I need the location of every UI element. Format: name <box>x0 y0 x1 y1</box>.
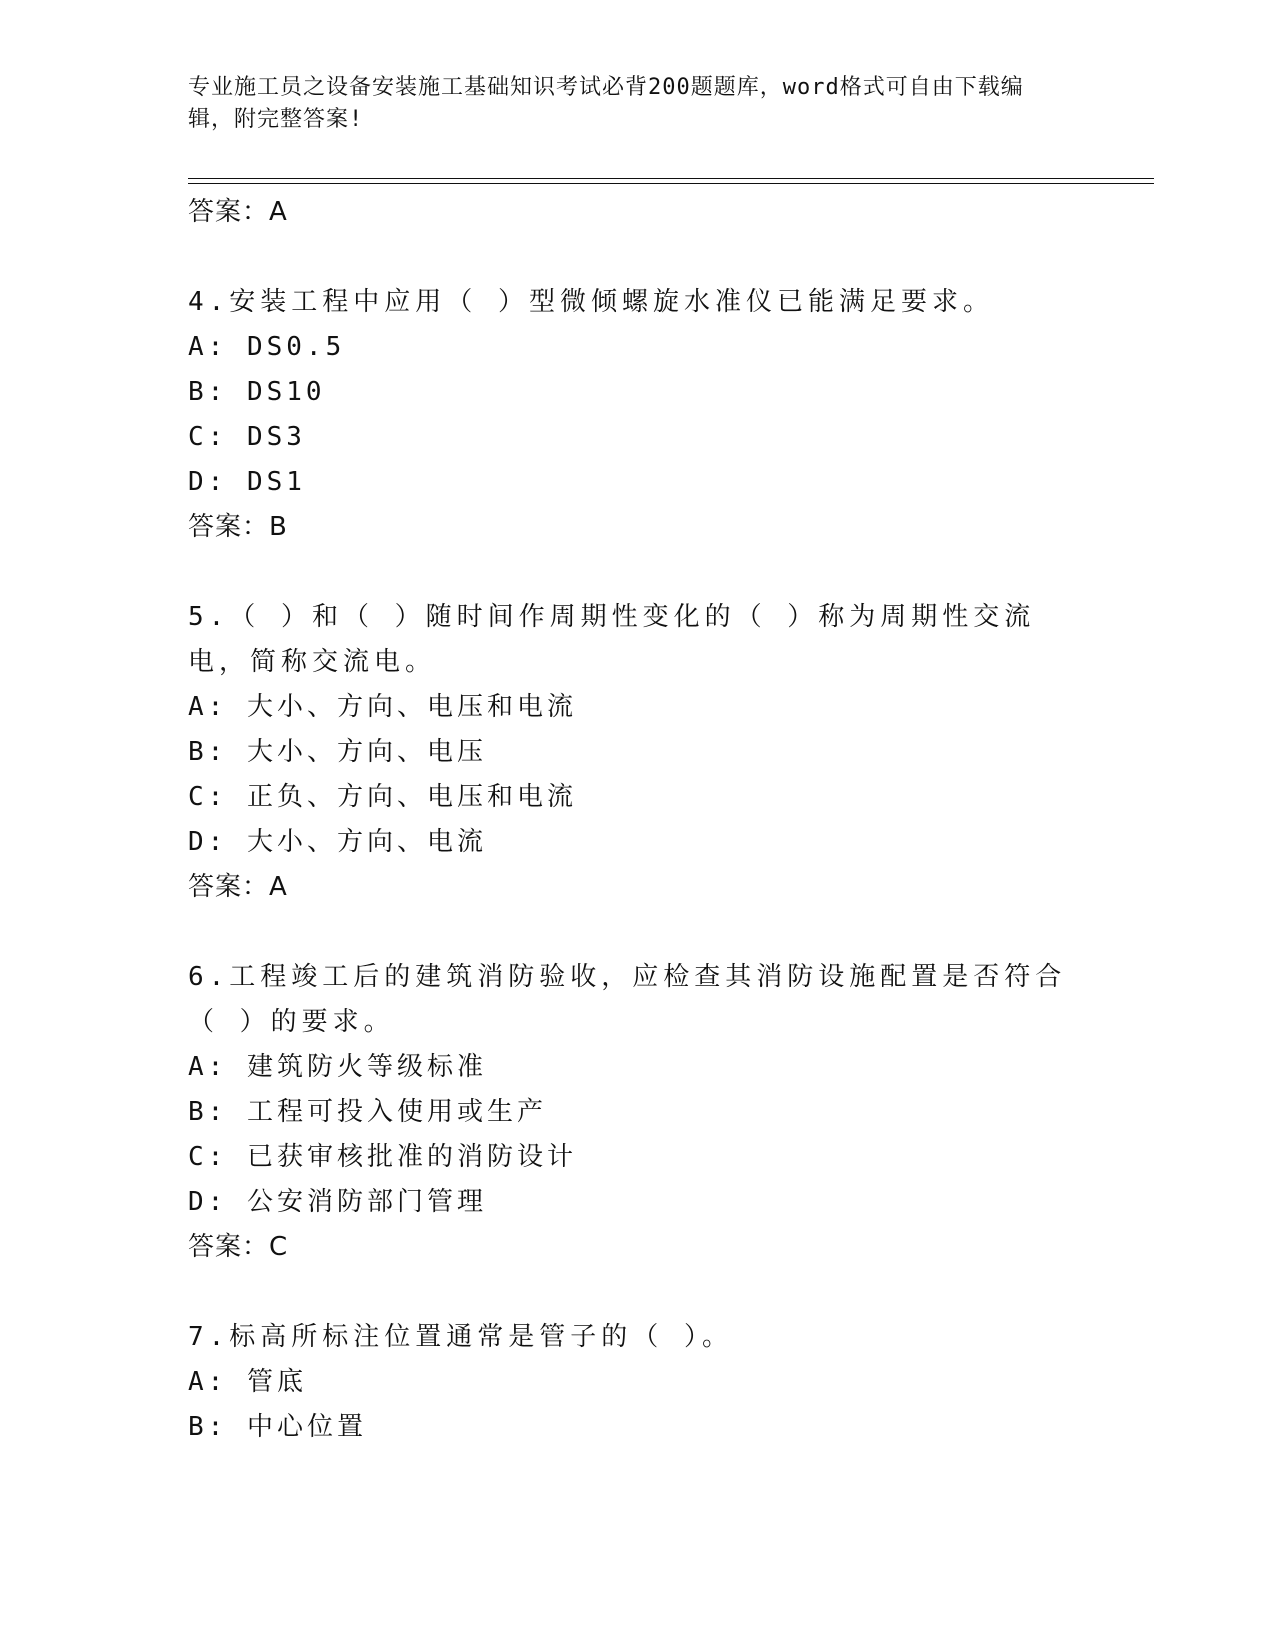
option-c: C: DS3 <box>188 422 306 452</box>
question-stem: 7.标高所标注位置通常是管子的（ ）。 <box>188 1322 733 1352</box>
question-stem: 4.安装工程中应用（ ）型微倾螺旋水准仪已能满足要求。 <box>188 287 994 317</box>
answer-line: 答案：C <box>188 1232 289 1262</box>
question-list <box>188 190 1088 1450</box>
question-4 <box>188 280 1088 549</box>
answer-line: 答案：A <box>188 872 288 902</box>
header-divider-top <box>188 178 1154 179</box>
option-a: A: 管底 <box>188 1367 307 1397</box>
option-b: B: 工程可投入使用或生产 <box>188 1097 547 1127</box>
option-b: B: 中心位置 <box>188 1412 367 1442</box>
question-7 <box>188 1315 1088 1450</box>
question-6 <box>188 955 1088 1269</box>
question-stem: 5.（ ）和（ ）随时间作周期性变化的（ ）称为周期性交流电，简称交流电。 <box>188 602 1036 677</box>
answer-line: 答案：B <box>188 512 288 542</box>
header-divider-bottom <box>188 183 1154 184</box>
option-d: D: 公安消防部门管理 <box>188 1187 487 1217</box>
option-d: D: DS1 <box>188 467 306 497</box>
option-c: C: 已获审核批准的消防设计 <box>188 1142 577 1172</box>
option-b: B: 大小、方向、电压 <box>188 737 487 767</box>
option-a: A: DS0.5 <box>188 332 346 362</box>
option-d: D: 大小、方向、电流 <box>188 827 487 857</box>
option-a: A: 大小、方向、电压和电流 <box>188 692 577 722</box>
option-b: B: DS10 <box>188 377 326 407</box>
option-c: C: 正负、方向、电压和电流 <box>188 782 577 812</box>
option-a: A: 建筑防火等级标准 <box>188 1052 487 1082</box>
answer-line: 答案：A <box>188 197 288 227</box>
question-5 <box>188 595 1088 909</box>
document-header: 专业施工员之设备安装施工基础知识考试必背200题题库，word格式可自由下载编辑，附完整答案! <box>188 75 1024 132</box>
question-stem: 6.工程竣工后的建筑消防验收，应检查其消防设施配置是否符合（ ）的要求。 <box>188 962 1067 1037</box>
